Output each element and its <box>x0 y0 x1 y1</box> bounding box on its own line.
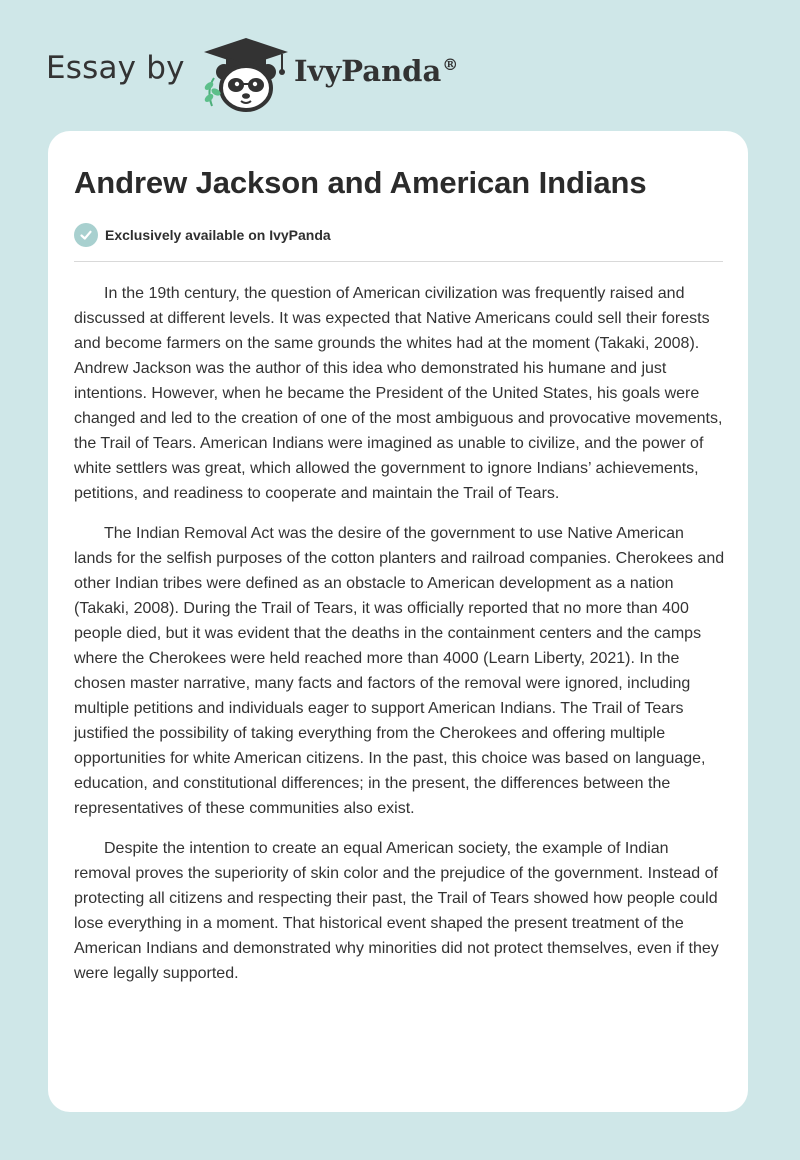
panda-graduate-icon[interactable] <box>200 36 292 114</box>
exclusive-label: Exclusively available on IvyPanda <box>105 227 331 243</box>
title-divider <box>74 261 723 262</box>
essay-paragraph-1: In the 19th century, the question of American civilization was frequently raised and discussed at different levels. It was expected that Native Americans could sell their forests and become farmers on the same grounds the whites had at the moment (Takaki, 2008). Andrew Jackson was the author of this idea who demonstrated his humane and just intentions. However, when he became the President of the United States, his goals were changed and led to the creation of one of the most ambiguous and provocative movements, the Trail of Tears. American Indians were imagined as unable to civilize, and the power of white settlers was great, which allowed the government to ignore Indians’ achievements, petitions, and readiness to cooperate and maintain the Trail of Tears. <box>74 285 723 502</box>
essay-by-label: Essay by <box>46 50 185 86</box>
essay-card <box>48 131 748 1112</box>
check-circle-icon <box>74 223 98 247</box>
essay-paragraph-2: The Indian Removal Act was the desire of the government to use Native American lands for the selfish purposes of the cotton planters and railroad companies. Cherokees and other Indian tribes were defined as an obstacle to American development as a nation (Takaki, 2008). During the Trail of Tears, it was officially reported that no more than 400 people died, but it was evident that the deaths in the containment centers and the camps where the Cherokees were held reached more than 4000 (Learn Liberty, 2021). In the chosen master narrative, many facts and factors of the removal were ignored, including multiple petitions and individuals eager to support American Indians. The Trail of Tears justified the possibility of taking everything from the Cherokees and offering multiple opportunities for white American citizens. In the past, this choice was based on language, education, and constitutional differences; in the present, the differences between the representatives of these communities also exist. <box>74 525 725 817</box>
exclusive-badge <box>74 222 331 248</box>
site-header <box>46 30 546 110</box>
essay-body <box>74 281 726 1001</box>
registered-mark: ® <box>442 55 459 75</box>
essay-paragraph-3: Despite the intention to create an equal American society, the example of Indian removal proves the superiority of skin color and the prejudice of the government. Instead of protecting all citizens and respecting their past, the Trail of Tears showed how people could lose everything in a moment. That historical event shaped the present treatment of the American Indians and demonstrated why minorities did not protect themselves, even if they were legally supported. <box>74 840 719 982</box>
essay-title: Andrew Jackson and American Indians <box>74 165 647 200</box>
brand-name[interactable] <box>294 54 458 88</box>
brand-name-text: IvyPanda <box>294 54 442 88</box>
